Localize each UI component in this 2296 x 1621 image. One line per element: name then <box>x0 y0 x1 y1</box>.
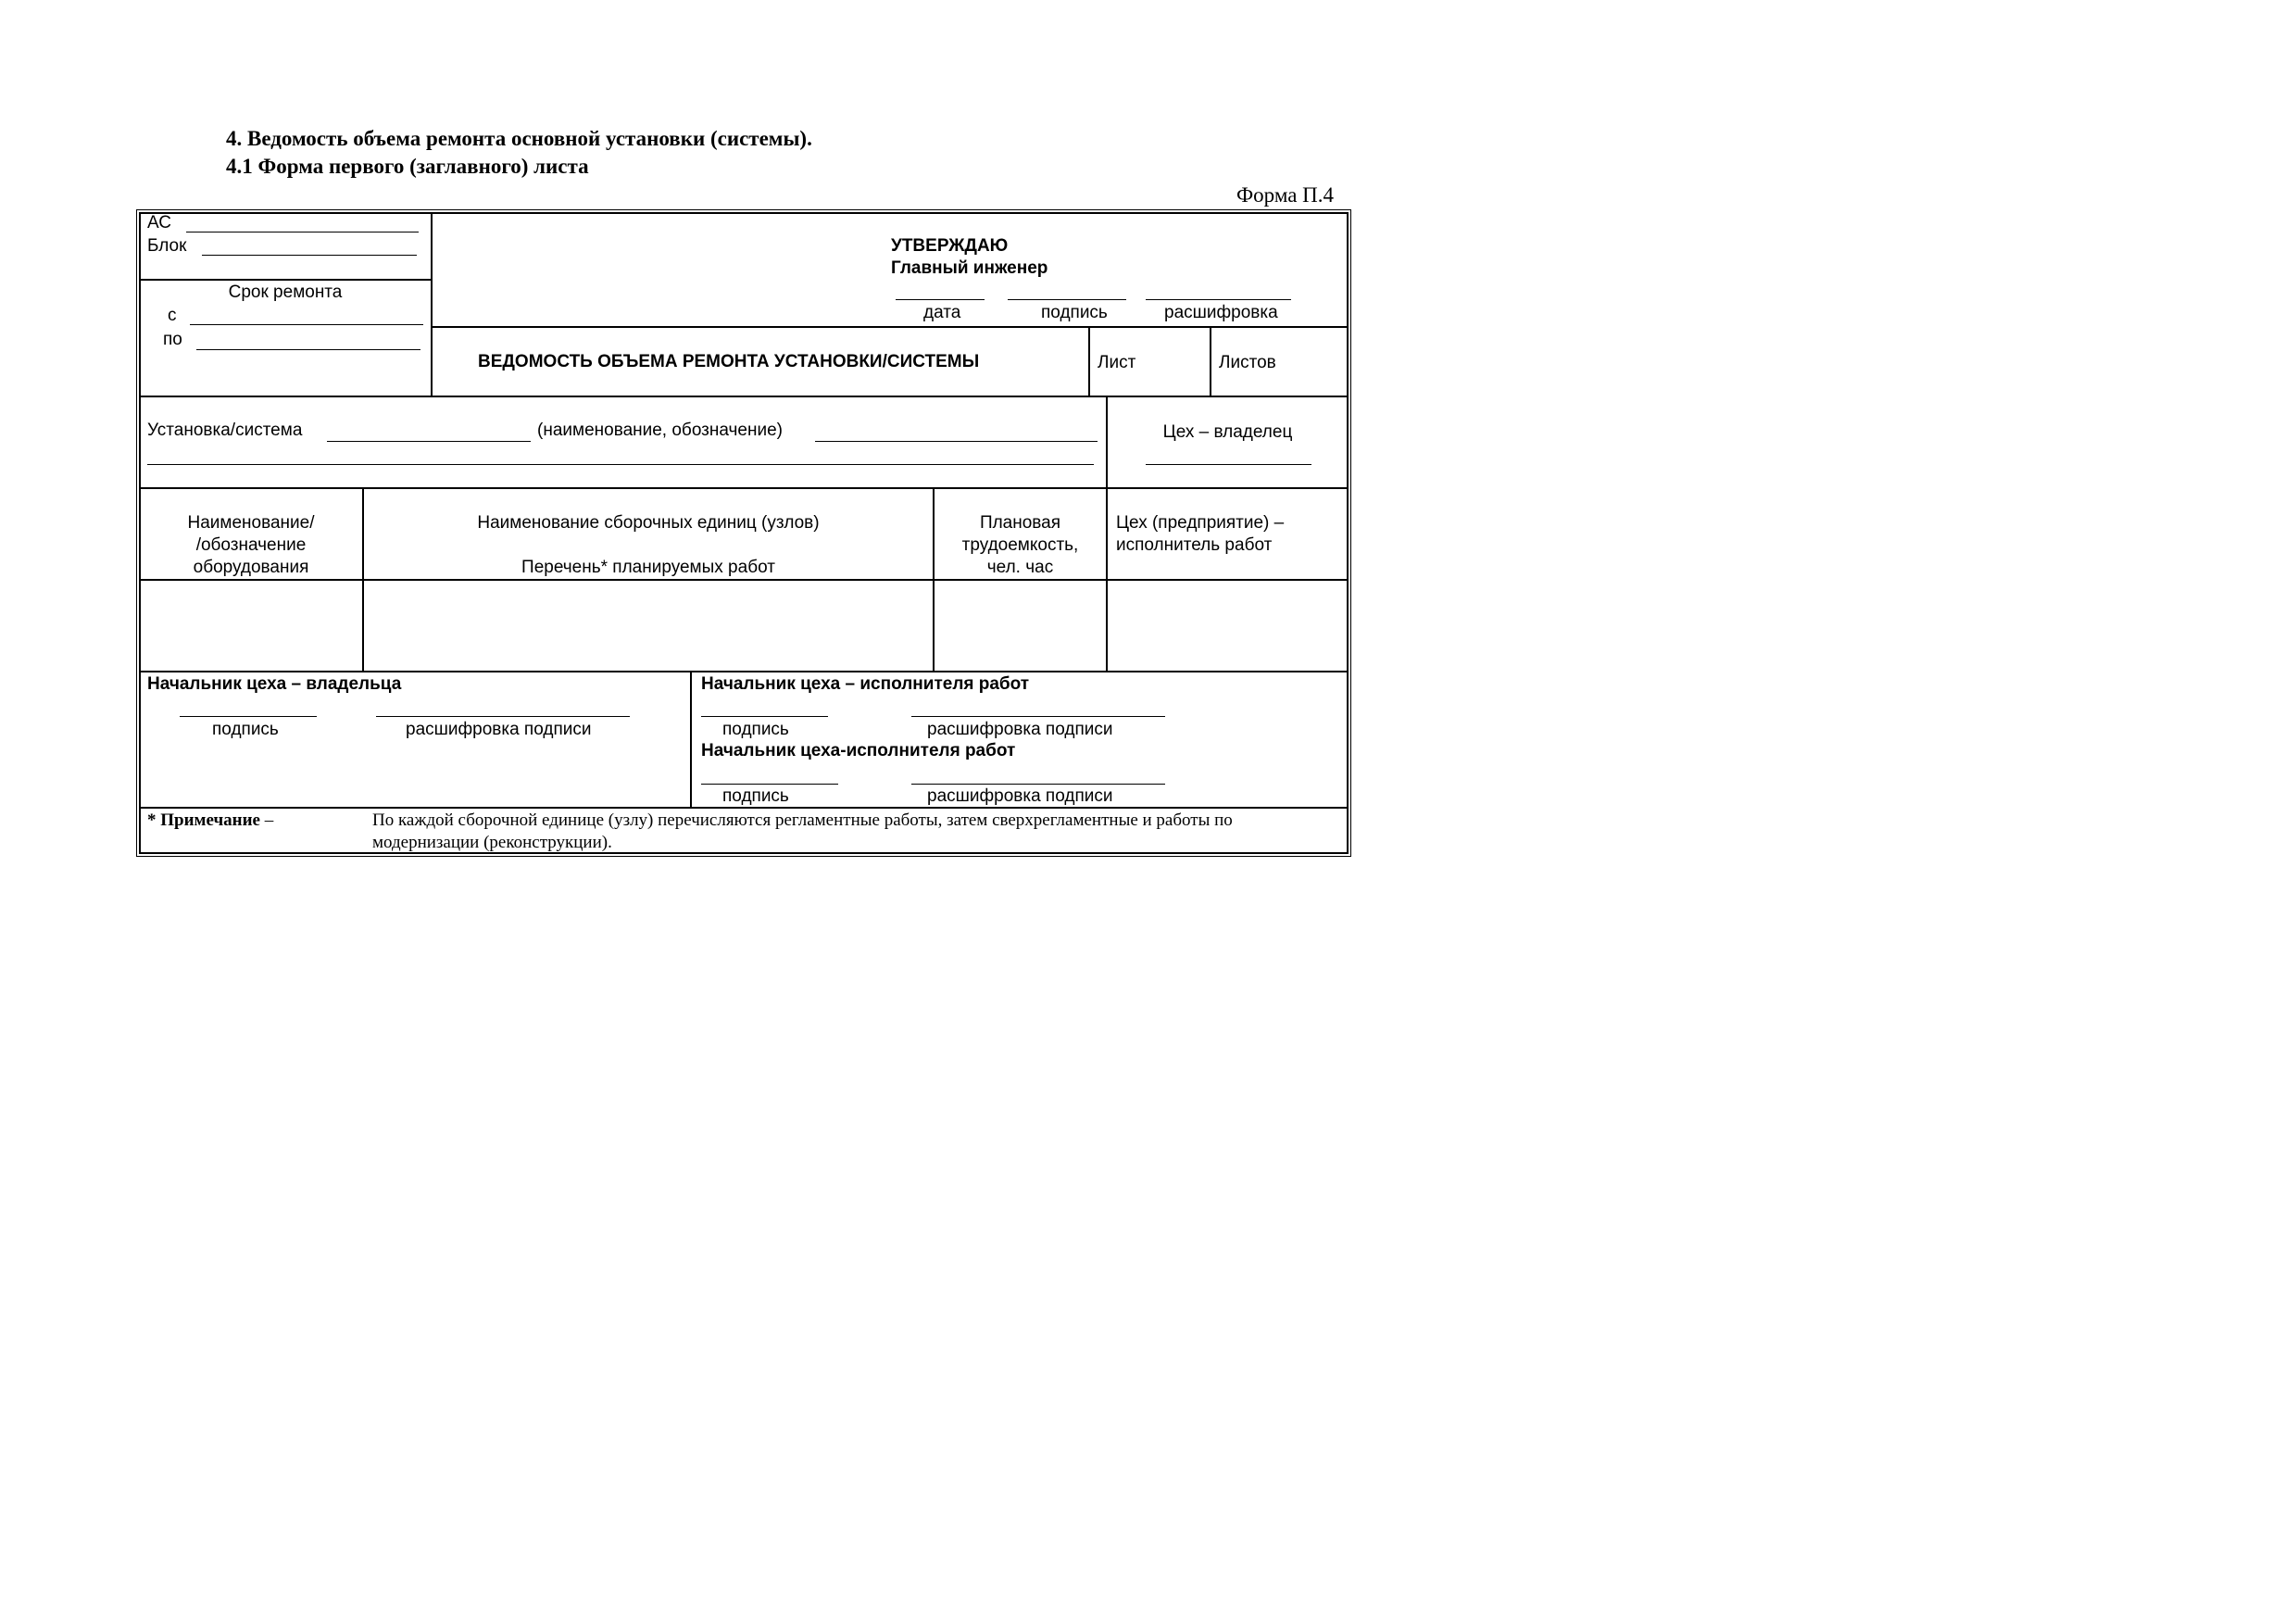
cell-assembly-units[interactable] <box>365 582 932 670</box>
executor-decoding-field[interactable] <box>911 716 1165 717</box>
repair-to-label: по <box>163 330 182 349</box>
owner-signature-caption: подпись <box>212 720 279 739</box>
owner-decoding-field[interactable] <box>376 716 630 717</box>
owner-shop-label: Цех – владелец <box>1162 422 1293 442</box>
sheets-count-label: Листов <box>1219 353 1276 372</box>
repair-from-field[interactable] <box>190 324 423 325</box>
owner-signature-field[interactable] <box>180 716 317 717</box>
divider-sheet <box>1088 327 1090 396</box>
name-designation-field[interactable] <box>815 441 1098 442</box>
approval-decoding-caption: расшифровка <box>1164 303 1278 322</box>
divider-installation-row <box>140 487 1348 489</box>
divider-title-row <box>140 396 1348 397</box>
divider-column-headers <box>140 579 1348 581</box>
installation-label: Установка/система <box>147 421 303 440</box>
approve-heading: УТВЕРЖДАЮ <box>891 236 1009 256</box>
owner-shop-field[interactable] <box>1146 464 1311 465</box>
repair-period-label: Срок ремонта <box>228 283 343 302</box>
col-equipment-line2: /обозначение <box>195 535 307 555</box>
executor-signature-caption: подпись <box>722 720 789 739</box>
form-code: Форма П.4 <box>1236 183 1335 207</box>
cell-executor[interactable] <box>1109 582 1347 670</box>
executor2-signature-field[interactable] <box>701 784 838 785</box>
chief-engineer-label: Главный инженер <box>891 258 1048 278</box>
note-text-line2: модернизации (реконструкции). <box>372 833 612 852</box>
approval-signature-caption: подпись <box>1041 303 1108 322</box>
repair-from-label: с <box>168 306 177 325</box>
executor-decoding-caption: расшифровка подписи <box>927 720 1113 739</box>
executor2-signature-caption: подпись <box>722 786 789 806</box>
col-planned-works: Перечень* планируемых работ <box>521 558 775 577</box>
divider-data-row <box>140 671 1348 672</box>
name-designation-label: (наименование, обозначение) <box>537 421 783 440</box>
divider-signatures <box>690 672 692 808</box>
approval-signature-field[interactable] <box>1008 299 1126 300</box>
as-label: АС <box>147 213 171 232</box>
executor2-decoding-caption: расшифровка подписи <box>927 786 1113 806</box>
block-field[interactable] <box>202 255 417 256</box>
owner-head-label: Начальник цеха – владельца <box>147 674 402 694</box>
approval-decoding-field[interactable] <box>1146 299 1291 300</box>
note-label-text: * Примечание <box>147 810 260 830</box>
cell-equipment[interactable] <box>142 582 361 670</box>
approval-date-caption: дата <box>923 303 961 322</box>
divider-sheets <box>1210 327 1211 396</box>
installation-second-line-field[interactable] <box>147 464 1094 465</box>
executor2-decoding-field[interactable] <box>911 784 1165 785</box>
col-equipment-line1: Наименование/ <box>187 513 315 533</box>
executor2-head-label: Начальник цеха-исполнителя работ <box>701 741 1016 760</box>
sheet-label: Лист <box>1098 353 1136 372</box>
executor-signature-field[interactable] <box>701 716 828 717</box>
divider-as-block <box>140 279 432 281</box>
col-labor-line2: трудоемкость, <box>961 535 1079 555</box>
executor-head-label: Начальник цеха – исполнителя работ <box>701 674 1030 694</box>
col-assembly-units: Наименование сборочных единиц (узлов) <box>477 513 820 533</box>
col-executor-line2: исполнитель работ <box>1116 535 1273 555</box>
divider-left-column <box>431 213 433 396</box>
document-title: 4. Ведомость объема ремонта основной установки (системы). <box>226 127 812 150</box>
col-labor-line3: чел. час <box>986 558 1054 577</box>
owner-decoding-caption: расшифровка подписи <box>406 720 592 739</box>
statement-title: ВЕДОМОСТЬ ОБЪЕМА РЕМОНТА УСТАНОВКИ/СИСТЕМЫ <box>478 352 980 371</box>
document-subtitle: 4.1 Форма первого (заглавного) листа <box>226 155 589 178</box>
approval-date-field[interactable] <box>896 299 985 300</box>
note-text-line1: По каждой сборочной единице (узлу) перечисляются регламентные работы, затем сверхрегламентные и работы по <box>372 810 1233 830</box>
col-equipment-line3: оборудования <box>193 558 309 577</box>
installation-field[interactable] <box>327 441 531 442</box>
col-labor-line1: Плановая <box>979 513 1061 533</box>
note-label <box>147 810 273 832</box>
col-executor-line1: Цех (предприятие) – <box>1116 513 1285 533</box>
repair-to-field[interactable] <box>196 349 420 350</box>
cell-labor[interactable] <box>935 582 1105 670</box>
block-label: Блок <box>147 236 187 256</box>
note-dash: – <box>260 810 274 830</box>
